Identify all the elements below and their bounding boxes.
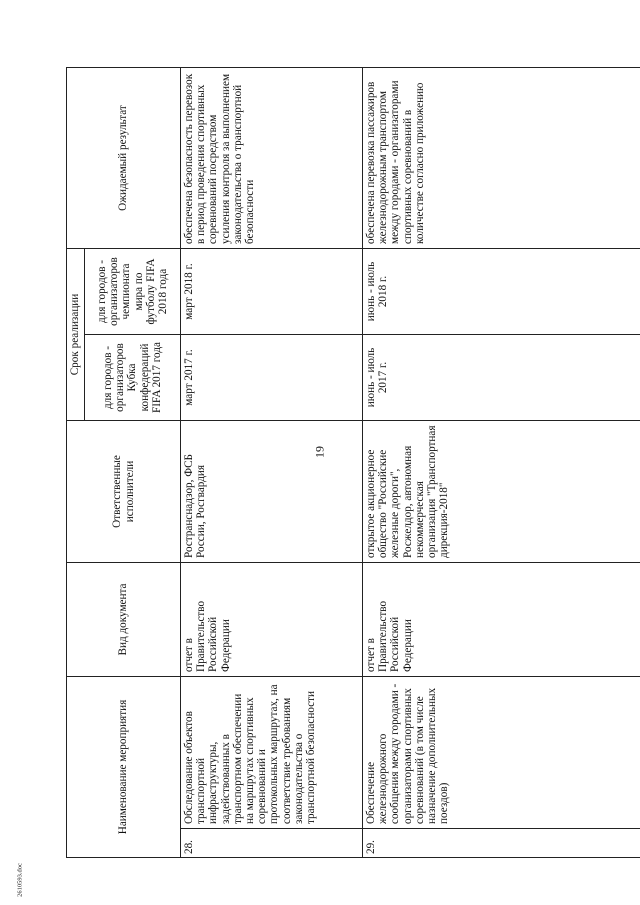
executors: Ространснадзор, ФСБ России, Росгвардия bbox=[181, 421, 363, 563]
row-number: 28. bbox=[181, 829, 363, 858]
event-name: Обследование объектов транспортной инфраструктуры, задействованных в транспортном обеспечении на маршрутах спортивных соревнований и протокольных маршрутах, на соответствие требованиям законодательства о транспортной безопасности bbox=[181, 677, 363, 829]
table-row bbox=[363, 68, 640, 858]
events-table bbox=[66, 67, 640, 858]
header-expected-result: Ожидаемый результат bbox=[67, 68, 181, 249]
header-event-name: Наименование мероприятия bbox=[67, 677, 181, 858]
header-deadline: Срок реализации bbox=[67, 249, 85, 421]
header-executors: Ответственные исполнители bbox=[67, 421, 181, 563]
doc-type: отчет в Правительство Российской Федерации bbox=[363, 563, 640, 677]
header-deadline-wc: для городов - организаторов чемпионата мира по футболу FIFA 2018 года bbox=[85, 249, 181, 335]
deadline-cup: июнь - июль 2017 г. bbox=[363, 335, 640, 421]
expected-result: обеспечена перевозка пассажиров железнодорожным транспортом между городами - организаторами спортивных соревнований в количестве согласно приложению bbox=[363, 68, 640, 249]
event-name: Обеспечение железнодорожного сообщения между городами - организаторами спортивных соревнований (в том числе назначение дополнительных поездов) bbox=[363, 677, 640, 829]
footer-filename: 2610593.doc bbox=[16, 863, 24, 897]
executors: открытое акционерное общество "Российские железные дороги", Росжелдор, автономная некоммерческая организация "Транспортная дирекция-2018" bbox=[363, 421, 640, 563]
table-row bbox=[181, 68, 363, 858]
page-number: 19 bbox=[312, 446, 327, 458]
row-number: 29. bbox=[363, 829, 640, 858]
rotated-page-content bbox=[66, 68, 640, 858]
expected-result: обеспечена безопасность перевозок в период проведения спортивных соревнований посредством усиления контроля за выполнением законодательства о транспортной безопасности bbox=[181, 68, 363, 249]
deadline-wc: июнь - июль 2018 г. bbox=[363, 249, 640, 335]
deadline-wc: март 2018 г. bbox=[181, 249, 363, 335]
deadline-cup: март 2017 г. bbox=[181, 335, 363, 421]
header-doc-type: Вид документа bbox=[67, 563, 181, 677]
header-deadline-cup: для городов - организаторов Кубка конфедераций FIFA 2017 года bbox=[85, 335, 181, 421]
doc-type: отчет в Правительство Российской Федерации bbox=[181, 563, 363, 677]
